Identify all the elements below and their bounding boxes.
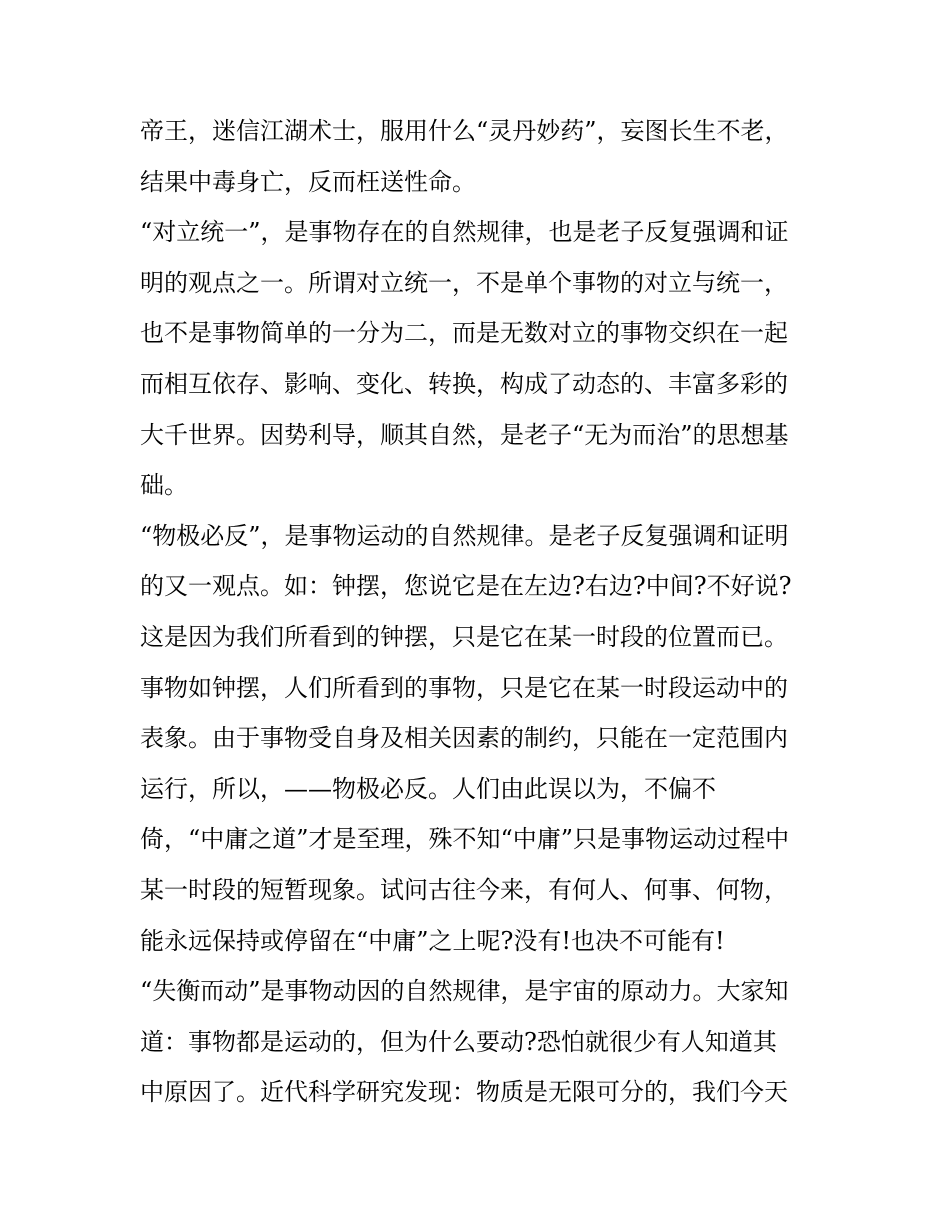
- text-line: 道：事物都是运动的，但为什么要动?恐怕就很少有人知道其: [140, 1027, 777, 1056]
- body-text: [140, 106, 820, 1118]
- text-line: 明的观点之一。所谓对立统一，不是单个事物的对立与统一，: [140, 268, 788, 297]
- text-line: “失衡而动”是事物动因的自然规律，是宇宙的原动力。大家知: [140, 977, 789, 1006]
- text-line: 也不是事物简单的一分为二，而是无数对立的事物交织在一起: [140, 319, 788, 348]
- text-line: “对立统一”，是事物存在的自然规律，也是老子反复强调和证: [140, 218, 789, 247]
- text-line: 能永远保持或停留在“中庸”之上呢?没有!也决不可能有!: [140, 926, 725, 955]
- text-line: 大千世界。因势利导，顺其自然，是老子“无为而治”的思想基: [140, 420, 789, 449]
- text-line: 某一时段的短暂现象。试问古往今来，有何人、何事、何物，: [140, 875, 788, 904]
- text-line: 的又一观点。如：钟摆，您说它是在左边?右边?中间?不好说?: [140, 572, 792, 601]
- text-line: 结果中毒身亡，反而枉送性命。: [140, 167, 476, 196]
- text-line: 事物如钟摆，人们所看到的事物，只是它在某一时段运动中的: [140, 673, 788, 702]
- text-line: 中原因了。近代科学研究发现：物质是无限可分的，我们今天: [140, 1078, 788, 1107]
- text-line: 倚，“中庸之道”才是至理，殊不知“中庸”只是事物运动过程中: [140, 825, 790, 854]
- text-line: 这是因为我们所看到的钟摆，只是它在某一时段的位置而已。: [140, 622, 788, 651]
- text-line: 础。: [140, 471, 188, 500]
- text-line: “物极必反”，是事物运动的自然规律。是老子反复强调和证明: [140, 521, 789, 550]
- text-line: 而相互依存、影响、变化、转换，构成了动态的、丰富多彩的: [140, 369, 788, 398]
- text-line: 帝王，迷信江湖术士，服用什么“灵丹妙药”，妄图长生不老，: [140, 117, 789, 145]
- text-line: 运行，所以，——物极必反。人们由此误以为，不偏不: [140, 774, 716, 803]
- text-line: 表象。由于事物受自身及相关因素的制约，只能在一定范围内: [140, 724, 788, 753]
